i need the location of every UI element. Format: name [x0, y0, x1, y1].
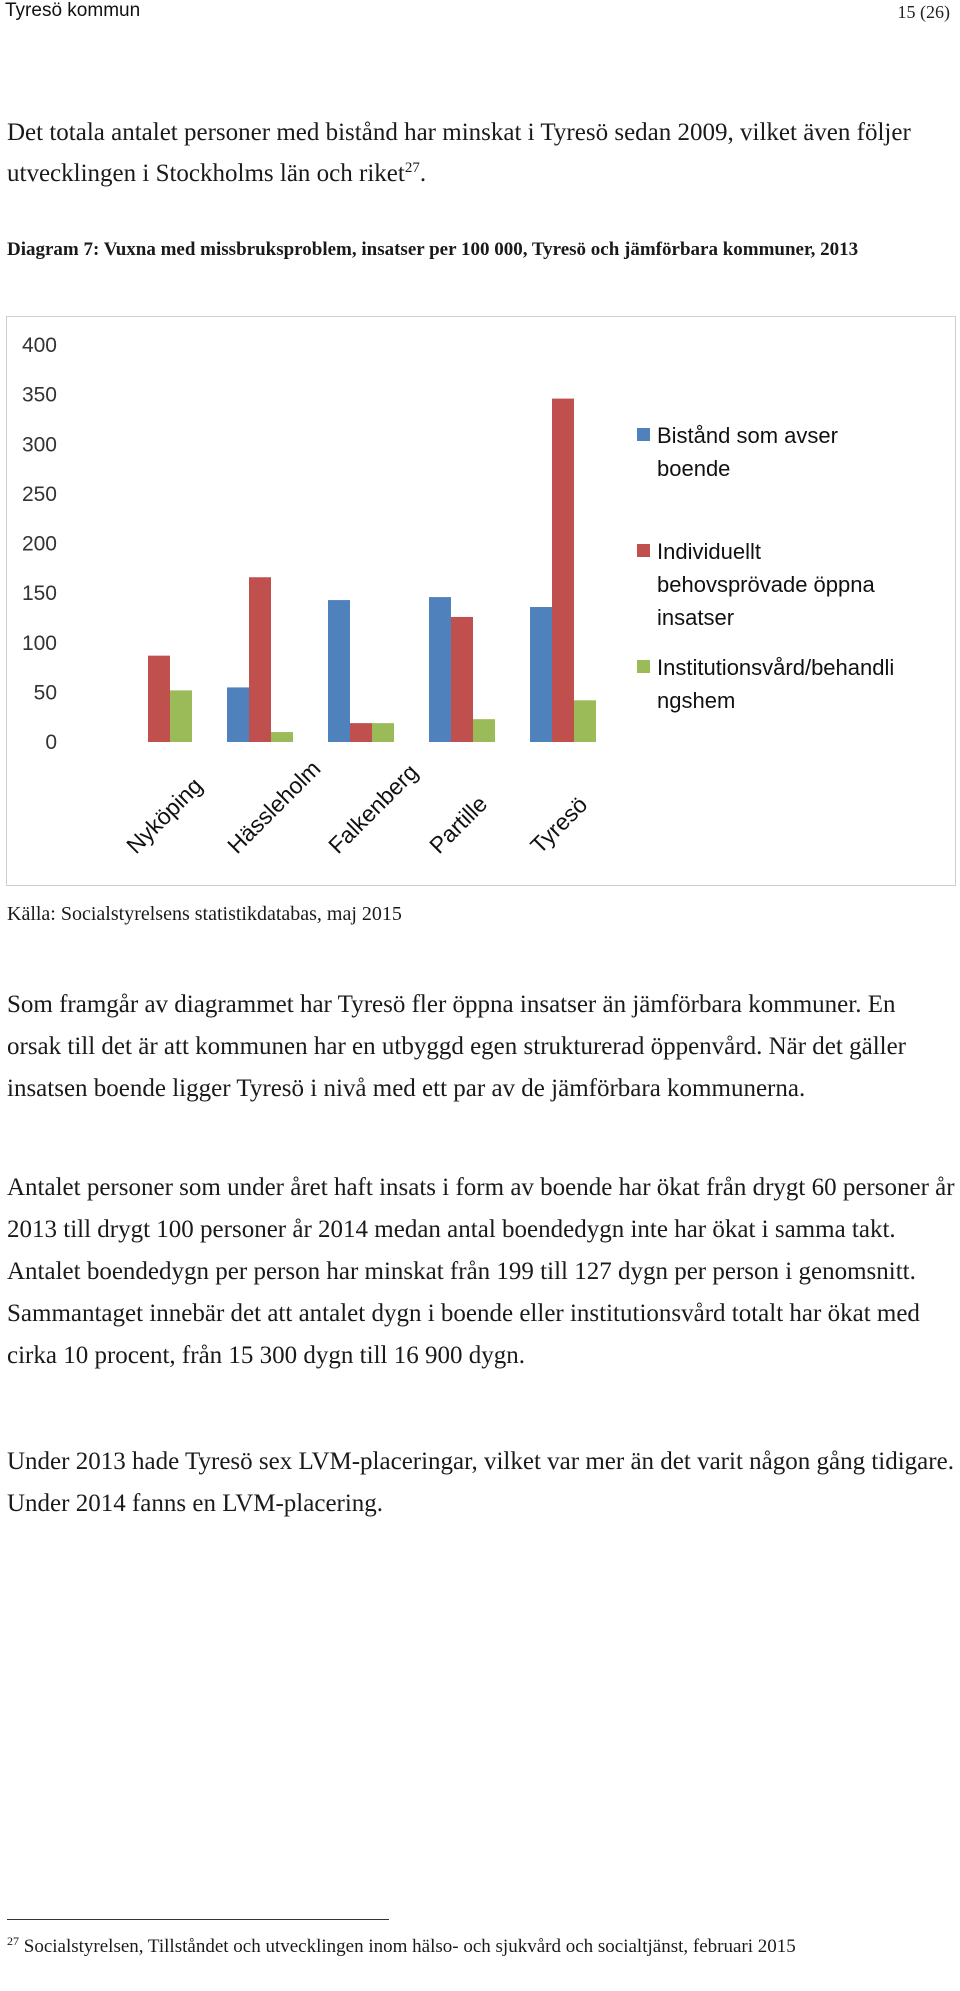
bar-0-2: [328, 600, 350, 742]
y-tick-label: 300: [21, 433, 57, 457]
x-tick-label: Nyköping: [121, 772, 208, 859]
x-tick-label: Tyresö: [525, 791, 593, 859]
bar-1-1: [249, 577, 271, 742]
legend-swatch: [637, 660, 650, 673]
bar-2-2: [372, 723, 394, 742]
legend-label: Bistånd som avser: [657, 423, 838, 448]
intro-text: Det totala antalet personer med bistånd har minskat i Tyresö sedan 2009, vilket även följer utvecklingen i Stockholms län och riket: [7, 119, 911, 187]
housing-paragraph: Antalet personer som under året haft insats i form av boende har ökat från drygt 60 personer år 2013 till drygt 100 personer år 2014 medan antal boendedygn inte har ökat i samma takt. Antalet boendedygn per person har minskat från 199 till 127 dygn per person i genomsnitt. Sammantaget innebär det att antalet dygn i boende eller institutionsvård totalt har ökat med cirka 10 procent, från 15 300 dygn till 16 900 dygn.: [7, 1174, 955, 1369]
bar-0-1: [227, 687, 249, 742]
footnote-reference[interactable]: 27: [404, 160, 420, 176]
y-tick-label: 250: [21, 482, 57, 506]
bar-2-3: [473, 719, 495, 742]
bar-chart: [6, 316, 956, 886]
legend-label: behovsprövade öppna: [657, 572, 875, 597]
bar-2-4: [574, 700, 596, 742]
chart-canvas: [7, 317, 957, 887]
intro-paragraph: [7, 112, 955, 194]
bar-2-0: [170, 690, 192, 742]
bar-1-2: [350, 723, 372, 742]
footnote: [7, 1933, 952, 1960]
legend-swatch: [637, 428, 650, 441]
footnote-text: Socialstyrelsen, Tillståndet och utvecklingen inom hälso- och sjukvård och socialtjänst, februari 2015: [23, 1936, 796, 1957]
y-tick-label: 0: [45, 731, 57, 754]
document-header-title: Tyresö kommun: [5, 0, 141, 21]
legend-swatch: [637, 544, 650, 557]
figure-source: Källa: Socialstyrelsens statistikdatabas, maj 2015: [7, 903, 402, 925]
page-number: 15 (26): [897, 2, 950, 22]
x-tick-label: Falkenberg: [323, 758, 423, 859]
footnote-number: 27: [7, 1934, 19, 1948]
bar-1-3: [451, 617, 473, 742]
footnote-divider: [7, 1919, 389, 1920]
y-tick-label: 100: [21, 631, 57, 655]
bar-1-0: [148, 656, 170, 742]
bar-0-3: [429, 597, 451, 742]
legend-label: Institutionsvård/behandli: [657, 655, 895, 680]
bar-0-4: [530, 607, 552, 742]
x-tick-label: Partille: [424, 790, 493, 859]
y-tick-label: 350: [21, 383, 57, 407]
intro-period: .: [419, 160, 427, 187]
lvm-paragraph: Under 2013 hade Tyresö sex LVM-placeringar, vilket var mer än det varit någon gång tidigare. Under 2014 fanns en LVM-placering.: [7, 1448, 954, 1517]
legend-label: Individuellt: [657, 539, 761, 564]
legend-label: boende: [657, 456, 731, 481]
y-tick-label: 400: [21, 334, 57, 357]
bar-2-1: [271, 732, 293, 742]
y-tick-label: 200: [21, 532, 57, 556]
figure-caption: Diagram 7: Vuxna med missbruksproblem, insatser per 100 000, Tyresö och jämförbara kommuner, 2013: [7, 239, 859, 260]
x-tick-label: Hässleholm: [222, 755, 326, 859]
legend-label: ngshem: [657, 688, 736, 713]
bar-1-4: [552, 399, 574, 742]
y-tick-label: 150: [21, 582, 57, 606]
analysis-paragraph: Som framgår av diagrammet har Tyresö fler öppna insatser än jämförbara kommuner. En orsak till det är att kommunen har en utbyggd egen strukturerad öppenvård. När det gäller insatsen boende ligger Tyresö i nivå med ett par av de jämförbara kommunerna.: [7, 991, 907, 1102]
legend-label: insatser: [657, 605, 735, 630]
y-tick-label: 50: [33, 681, 57, 705]
